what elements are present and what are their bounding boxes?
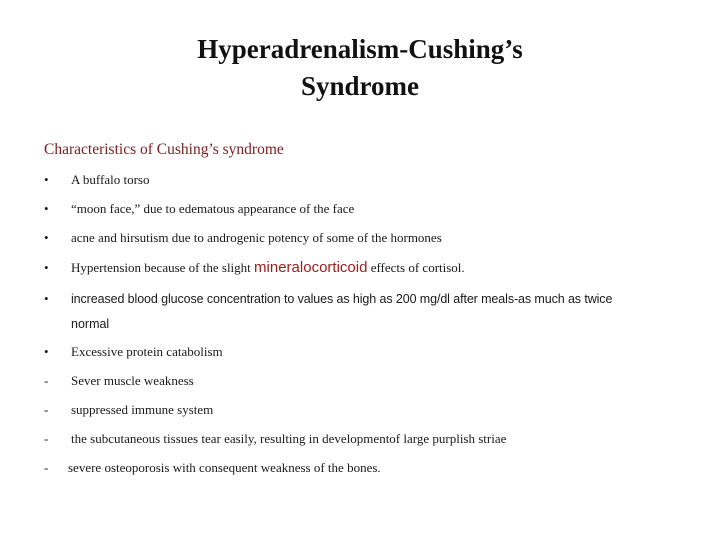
bullet-marker: •	[44, 230, 49, 245]
list-item-text: Excessive protein catabolism	[71, 344, 223, 359]
bullet-marker: •	[44, 260, 49, 275]
list-item-text-after: effects of cortisol.	[367, 260, 465, 275]
dash-marker: -	[44, 460, 49, 475]
dash-marker: -	[44, 431, 49, 446]
dash-marker: -	[44, 402, 49, 417]
list-item-text	[71, 259, 465, 277]
slide-title-line-2: Syndrome	[300, 71, 420, 101]
bullet-marker: •	[44, 344, 49, 359]
slide-title-line-1: Hyperadrenalism-Cushing’s	[197, 34, 523, 64]
mineralocorticoid-term: mineralocorticoid	[254, 259, 368, 276]
list-item-continuation: normal	[71, 317, 110, 331]
bullet-marker: •	[44, 291, 49, 306]
slide-subtitle: Characteristics of Cushing’s syndrome	[44, 141, 284, 158]
bullet-marker: •	[44, 172, 49, 187]
list-item-text-before: Hypertension because of the slight	[71, 260, 255, 275]
list-item-text: acne and hirsutism due to androgenic potency of some of the hormones	[71, 230, 442, 245]
slide-title	[0, 31, 720, 105]
list-item-text: suppressed immune system	[71, 402, 214, 417]
list-item-text: severe osteoporosis with consequent weakness of the bones.	[68, 460, 381, 475]
list-item-text: increased blood glucose concentration to values as high as 200 mg/dl after meals-as much as twice	[71, 292, 613, 306]
list-item-text: Sever muscle weakness	[71, 373, 194, 388]
list-item-text: A buffalo torso	[71, 172, 150, 187]
list-item-text: the subcutaneous tissues tear easily, resulting in developmentof large purplish striae	[71, 431, 507, 446]
dash-marker: -	[44, 373, 49, 388]
bullet-marker: •	[44, 201, 49, 216]
list-item-text: “moon face,” due to edematous appearance of the face	[71, 201, 355, 216]
